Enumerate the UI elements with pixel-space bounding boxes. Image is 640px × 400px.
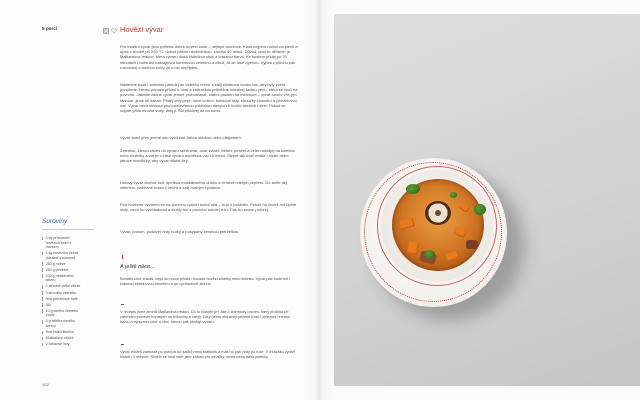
tip-paragraph: V receptu jsme zmínili Maillardovu reakci. Co to vlastně je? Jde o chemický proces, který probíhá při zahřívání potravin bohatých na bílkoviny a cukry. Díky němu získávají pečené kosti i zelenina hnědou barvu a výraznou chuť a vůni, kterou pak předají vývaru.	[120, 310, 291, 324]
instruction-paragraph: Zeleninu, kterou chceš do vývaru servírovat, uvař zvlášť. Mrkev, petržel a celer nakrájej na kolečka nebo kostičky a vař je v části vývaru doměkka, asi 10 minut. Stejně tak uvař zvlášť i nudle nebo játrové knedlíčky, aby vývar zůstal čirý.	[120, 148, 295, 164]
ingredient-text: Hrst petrželové natě	[45, 296, 78, 301]
instruction-paragraph: Pro kvalitní vývar jsou potřeba dobré hovězí kosti – nejlépe morkové. Kosti nejprve rozlož na plech a upeč v troubě při 220 °C, dokud pěkně nezhnědnou, zhruba 40 minut. Důvod, proč to děláme, je Maillardova reakce, která vývaru dodá hlubokou chuť a krásnou barvu. Ke kostem přidej po 20 minutách i nahrubo nakrájenou kořenovou zeleninu a cibuli, ať se také opečou. Výpek z plechu pak rozmíchej s trochou vody, ať o nic nepřijdeš.	[120, 44, 298, 70]
bookmark-icon[interactable]	[103, 28, 109, 34]
ingredients-heading: Suroviny	[42, 218, 68, 225]
ingredient-text: 10 g celého černého pepře	[45, 308, 79, 318]
ingredient-text: Muškátový oříšek	[45, 336, 74, 341]
instruction-paragraph: Vývar, prosím, podávej vždy horký a posypaný čerstvou petrželkou.	[120, 229, 240, 234]
ingredient-marker	[42, 237, 43, 241]
ingredient-marker	[42, 274, 43, 278]
ingredient-text: 5 g celého nového koření	[45, 319, 75, 328]
instruction-paragraph: Vývar sceď přes jemné síto vyložené čistou utěrkou nebo plátýnkem.	[120, 135, 242, 140]
marrow-bone	[425, 201, 451, 225]
instruction-paragraph: Následně kosti i zeleninu přendej do velkého hrnce a zalij studenou vodou tak, aby byly zcela ponořené. Hrnec pomalu přiveď k varu a sběračkou průběžně odebírej šedou pěnu, která se tvoří na povrchu. Jakmile začne vývar jemně probublávat, stáhni plamen na minimum – vývar nesmí vřít, jen táhnout, jinak se zakalí. Přidej celý pepř, nové koření, bobkové listy, stroužky česneku a petrželovou nať. Vývar nech táhnout pod pootevřenou pokličkou alespoň 6 hodin, ideálně i déle. Pokud se odpaří příliš mnoho vody, dolij ji. Sůl přidávej až na konci.	[120, 82, 298, 114]
ingredient-item	[42, 342, 96, 347]
instruction-paragraph: Pod hovězím vývarem se na povrchu vytvoří tučná oka – to je v pořádku. Pokud ho chceš mít úplně čistý, nech ho vychladnout a ztuhlý tuk z povrchu sundej lžící. Pak ho znovu prohřej.	[120, 202, 297, 213]
ingredient-item	[42, 319, 96, 328]
ingredient-item	[42, 251, 96, 260]
ingredient-marker	[42, 297, 43, 301]
page-number: 102	[42, 382, 49, 387]
ingredient-marker	[42, 262, 43, 266]
ingredient-marker	[42, 331, 43, 335]
ingredient-text: 250 g mrkve	[45, 261, 66, 266]
ingredient-item	[42, 336, 96, 341]
carrot-piece	[407, 241, 419, 255]
ingredient-item	[42, 303, 96, 308]
ingredient-marker	[42, 303, 43, 307]
recipe-title: Hovězí vývar	[120, 25, 164, 34]
ingredient-marker	[42, 337, 43, 341]
parsley-garnish	[406, 184, 420, 194]
ingredient-marker	[42, 309, 43, 313]
servings-label: 5 porcí	[42, 26, 58, 31]
ingredient-item	[42, 330, 96, 335]
left-page	[0, 0, 318, 400]
tip-paragraph: Bohatší chuť získáš, když do hrnce přidáš i kousek hovězí oháňky nebo kolínka. Vývar pak bude mít i krásnou želatinovou strukturu a po vychladnutí ztuhne.	[120, 277, 291, 286]
ingredients-divider	[42, 229, 94, 230]
tip-divider	[121, 304, 124, 305]
recipe-actions	[103, 28, 117, 34]
recipe-photo	[334, 14, 640, 386]
heart-icon[interactable]	[111, 28, 117, 34]
ingredient-text: 250 g petržele	[45, 267, 69, 272]
ingredient-text: Hrst lístků libečku	[45, 330, 74, 335]
parsley-garnish	[424, 250, 435, 259]
ingredient-item	[42, 284, 96, 289]
ingredient-text: 2 kg přírodních hovězích kostí s morkem	[45, 236, 72, 249]
ingredient-text: 2 bobkové listy	[45, 342, 70, 347]
meat-piece	[466, 240, 478, 249]
ingredient-marker	[42, 320, 43, 324]
ingredient-marker	[42, 343, 43, 347]
tip-divider	[121, 344, 124, 345]
ingredient-item	[42, 291, 96, 296]
ingredient-marker	[42, 268, 43, 272]
instruction-paragraph: Hotový vývar dochuť solí, špetkou muškátového oříšku a čerstvě mletým pepřem. Do talíře dej zeleninu, natrhané maso z žebra a zalij horkým vývarem.	[120, 180, 287, 191]
ingredient-item	[42, 236, 96, 250]
ingredient-text: 100 g mraženého celeru	[45, 273, 74, 283]
ingredient-item	[42, 274, 96, 283]
tips-marker	[122, 255, 123, 259]
parsley-garnish	[450, 192, 457, 198]
ingredient-marker	[42, 291, 43, 295]
tip-paragraph: Vývar můžeš zamrazit po porcích do sáčků nebo krabiček a máš ho pak vždy po ruce. V mrazáku vydrží klidně i 3 měsíce. Skvěle se hodí také jako základ pro omáčky, rizota nebo další polévky.	[120, 350, 295, 359]
ingredient-text: Sůl	[45, 302, 51, 307]
book-spine-shadow	[304, 0, 334, 400]
ingredient-marker	[42, 285, 43, 289]
ingredient-text: 2 středně velké cibule	[45, 284, 81, 289]
ingredient-marker	[42, 252, 43, 256]
ingredient-item	[42, 309, 96, 318]
parsley-garnish	[474, 204, 486, 215]
tips-heading: A ještě něco...	[120, 264, 155, 270]
ingredient-item	[42, 262, 96, 267]
ingredient-text: 3 stroužky česneku	[45, 290, 77, 295]
ingredient-item	[42, 268, 96, 273]
ingredient-text: 1 kg hovězího žebra (ideálně s masem)	[45, 251, 78, 260]
ingredient-item	[42, 297, 96, 302]
ingredients-list	[42, 236, 96, 348]
